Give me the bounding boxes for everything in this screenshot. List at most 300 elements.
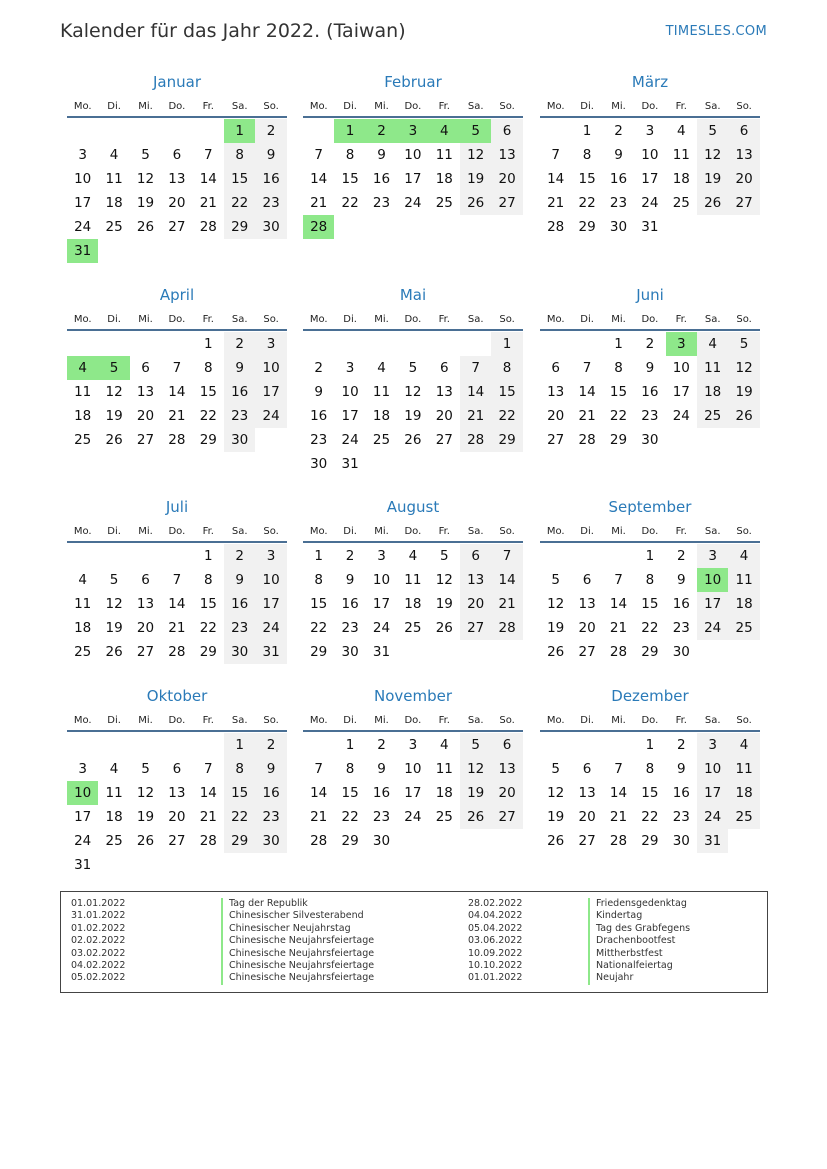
legend-date: 05.02.2022	[71, 972, 126, 984]
day-cell: 17	[255, 592, 286, 616]
day-cell: 18	[728, 781, 759, 805]
holiday-day-cell: 4	[429, 119, 460, 143]
weekday-label: So.	[736, 715, 752, 726]
day-cell: 8	[491, 356, 522, 380]
day-cell: 17	[372, 596, 391, 612]
month-name: September	[608, 498, 692, 516]
day-cell: 8	[582, 147, 592, 163]
day-cell: 13	[136, 596, 155, 612]
weekday-label: Di.	[580, 314, 594, 325]
weekday-label: Fr.	[202, 314, 214, 325]
day-cell: 31	[372, 644, 391, 660]
day-cell: 14	[578, 384, 596, 400]
legend-date: 01.02.2022	[71, 922, 126, 934]
holiday-day-cell: 28	[303, 215, 334, 239]
weekday-label: Mo.	[546, 715, 565, 726]
day-cell: 22	[641, 809, 659, 825]
day-cell: 8	[224, 143, 255, 167]
month-block	[540, 497, 760, 660]
weekday-label: Mo.	[73, 526, 92, 537]
legend-date: 28.02.2022	[468, 898, 523, 909]
weekday-label: Do.	[641, 715, 659, 726]
weekday-label: So.	[736, 101, 752, 112]
day-cell: 1	[614, 336, 623, 352]
day-cell: 30	[641, 432, 659, 448]
day-cell: 19	[105, 408, 123, 424]
day-cell: 23	[641, 408, 659, 424]
weekday-label: So.	[736, 314, 752, 325]
day-cell: 8	[224, 757, 255, 781]
holiday-day-cell: 5	[460, 119, 491, 143]
day-cell: 19	[460, 167, 491, 191]
day-cell: 6	[491, 119, 522, 143]
day-cell: 9	[255, 757, 286, 781]
day-cell: 29	[224, 829, 255, 853]
day-cell: 19	[105, 620, 123, 636]
weekday-header	[67, 311, 287, 331]
day-cell: 10	[697, 757, 728, 781]
day-cell: 29	[491, 428, 522, 452]
day-cell: 25	[105, 833, 123, 849]
day-cell: 24	[372, 620, 391, 636]
day-cell: 4	[676, 123, 686, 139]
day-cell: 29	[609, 432, 628, 448]
day-cell: 21	[491, 592, 522, 616]
day-cell: 28	[310, 833, 328, 849]
holiday-day-cell: 2	[366, 119, 397, 143]
day-cell: 19	[547, 809, 565, 825]
day-cell: 7	[614, 572, 623, 588]
day-cell: 25	[435, 195, 453, 211]
day-cell: 28	[609, 833, 628, 849]
day-cell: 21	[199, 809, 217, 825]
day-cell: 13	[547, 384, 565, 400]
day-cell: 14	[310, 171, 328, 187]
weekday-header	[67, 712, 287, 732]
holiday-day-cell: 10	[67, 781, 98, 805]
day-cell: 21	[168, 408, 186, 424]
day-cell: 11	[74, 596, 92, 612]
day-cell: 7	[314, 761, 323, 777]
legend-date: 02.02.2022	[71, 935, 126, 947]
day-cell: 16	[341, 596, 359, 612]
day-cell: 30	[255, 215, 286, 239]
weekday-label: Di.	[343, 101, 357, 112]
weekday-label: So.	[499, 526, 515, 537]
day-cell: 17	[255, 380, 286, 404]
day-cell: 30	[224, 640, 255, 664]
day-cell: 14	[547, 171, 565, 187]
day-cell: 23	[341, 620, 359, 636]
day-cell: 19	[697, 167, 728, 191]
day-cell: 27	[491, 191, 522, 215]
day-cell: 11	[404, 572, 422, 588]
weekday-label: Do.	[641, 314, 659, 325]
day-cell: 26	[105, 432, 123, 448]
legend-color-bar	[221, 898, 223, 985]
weekday-label: So.	[263, 101, 279, 112]
legend-date: 31.01.2022	[71, 910, 126, 922]
day-cell: 12	[697, 143, 728, 167]
brand-link[interactable]: TIMESLES.COM	[665, 24, 767, 39]
weekday-label: So.	[499, 101, 515, 112]
day-cell: 6	[551, 360, 560, 376]
day-cell: 5	[141, 147, 150, 163]
weekday-header	[540, 712, 760, 732]
legend-date: 05.04.2022	[468, 922, 523, 934]
weekday-label: Di.	[343, 526, 357, 537]
weekday-header	[67, 98, 287, 118]
day-cell: 21	[578, 408, 596, 424]
day-cell: 6	[439, 360, 449, 376]
weekday-label: Mo.	[309, 314, 328, 325]
day-cell: 10	[404, 147, 422, 163]
month-name: Juli	[165, 498, 189, 516]
day-cell: 27	[168, 219, 186, 235]
weekday-label: Mo.	[546, 101, 565, 112]
day-cell: 23	[224, 404, 255, 428]
weekday-label: Mo.	[546, 526, 565, 537]
day-cell: 9	[676, 572, 686, 588]
holiday-day-cell: 1	[224, 119, 255, 143]
day-cell: 17	[697, 592, 728, 616]
holiday-day-cell: 10	[697, 568, 728, 592]
day-cell: 1	[645, 548, 655, 564]
day-cell: 27	[435, 432, 453, 448]
day-cell: 30	[609, 219, 628, 235]
weekday-label: Mo.	[309, 715, 328, 726]
day-cell: 8	[614, 360, 623, 376]
weekday-label: So.	[736, 526, 752, 537]
day-cell: 6	[172, 761, 182, 777]
weekday-label: Mi.	[374, 314, 389, 325]
day-cell: 29	[578, 219, 596, 235]
day-cell: 21	[547, 195, 565, 211]
weekday-label: Do.	[168, 314, 186, 325]
holiday-day-cell: 1	[334, 119, 365, 143]
month-name: März	[631, 73, 669, 91]
day-cell: 23	[609, 195, 628, 211]
day-cell: 8	[645, 761, 655, 777]
day-cell: 10	[404, 761, 422, 777]
legend-date: 01.01.2022	[468, 972, 523, 984]
day-cell: 28	[199, 833, 217, 849]
day-cell: 24	[697, 616, 728, 640]
day-cell: 11	[372, 384, 391, 400]
weekday-label: Fr.	[675, 101, 687, 112]
day-cell: 26	[697, 191, 728, 215]
legend-holiday-name: Friedensgedenktag	[596, 898, 687, 909]
weekday-label: Fr.	[202, 101, 214, 112]
weekday-label: Fr.	[202, 715, 214, 726]
day-cell: 16	[672, 785, 690, 801]
day-cell: 13	[578, 785, 596, 801]
day-cell: 15	[641, 596, 659, 612]
day-cell: 8	[314, 572, 323, 588]
day-cell: 22	[491, 404, 522, 428]
weekday-label: Mo.	[546, 314, 565, 325]
weekday-label: Di.	[580, 526, 594, 537]
weekday-label: Sa.	[231, 526, 248, 537]
day-cell: 26	[136, 833, 155, 849]
day-cell: 7	[203, 761, 213, 777]
day-cell: 23	[372, 809, 391, 825]
day-cell: 19	[404, 408, 422, 424]
day-cell: 25	[372, 432, 391, 448]
day-cell: 28	[578, 432, 596, 448]
day-cell: 18	[372, 408, 391, 424]
holiday-day-cell: 4	[67, 356, 98, 380]
holiday-legend	[60, 891, 768, 993]
day-cell: 16	[224, 380, 255, 404]
legend-holiday-name: Tag des Grabfegens	[596, 922, 691, 934]
day-cell: 24	[404, 809, 422, 825]
day-cell: 17	[404, 171, 422, 187]
day-cell: 6	[491, 733, 522, 757]
month-name: Mai	[399, 286, 427, 304]
day-cell: 6	[141, 360, 150, 376]
day-cell: 28	[168, 432, 186, 448]
day-cell: 21	[310, 809, 328, 825]
day-cell: 4	[408, 548, 418, 564]
day-cell: 23	[255, 805, 286, 829]
day-cell: 29	[199, 432, 217, 448]
day-cell: 17	[641, 171, 659, 187]
day-cell: 12	[404, 384, 422, 400]
day-cell: 6	[728, 119, 759, 143]
day-cell: 13	[136, 384, 155, 400]
day-cell: 4	[697, 332, 728, 356]
day-cell: 21	[460, 404, 491, 428]
day-cell: 12	[435, 572, 453, 588]
month-name: Januar	[153, 73, 201, 91]
day-cell: 18	[105, 809, 123, 825]
legend-name-column	[229, 898, 374, 985]
day-cell: 17	[697, 781, 728, 805]
day-cell: 18	[435, 785, 453, 801]
day-cell: 22	[310, 620, 328, 636]
day-cell: 11	[105, 785, 123, 801]
day-cell: 5	[728, 332, 759, 356]
day-cell: 3	[345, 360, 355, 376]
month-block	[67, 686, 287, 873]
day-cell: 28	[491, 616, 522, 640]
day-cell: 27	[578, 833, 596, 849]
month-name: Oktober	[146, 687, 208, 705]
day-cell: 12	[728, 356, 759, 380]
day-cell: 9	[676, 761, 686, 777]
weekday-label: Mi.	[138, 101, 153, 112]
day-cell: 15	[341, 785, 359, 801]
day-cell: 13	[168, 171, 186, 187]
weekday-label: Fr.	[438, 101, 450, 112]
weekday-header	[540, 311, 760, 331]
legend-holiday-name: Chinesische Neujahrsfeiertage	[229, 959, 375, 971]
day-cell: 10	[74, 171, 92, 187]
legend-holiday-name: Chinesischer Neujahrstag	[229, 922, 351, 934]
day-cell: 23	[372, 195, 391, 211]
day-cell: 2	[224, 332, 255, 356]
weekday-label: Sa.	[231, 314, 248, 325]
day-cell: 28	[547, 219, 565, 235]
day-cell: 4	[109, 147, 119, 163]
weekday-label: Mo.	[73, 101, 92, 112]
day-cell: 24	[404, 195, 422, 211]
day-cell: 12	[136, 171, 155, 187]
day-cell: 14	[609, 785, 628, 801]
weekday-label: Do.	[404, 715, 422, 726]
day-cell: 12	[105, 384, 123, 400]
legend-holiday-name: Drachenbootfest	[596, 935, 676, 947]
day-cell: 2	[676, 737, 686, 753]
day-cell: 7	[172, 572, 182, 588]
weekday-label: Di.	[580, 101, 594, 112]
legend-holiday-name: Chinesischer Silvesterabend	[229, 910, 364, 922]
weekday-header	[303, 311, 523, 331]
day-cell: 27	[136, 432, 155, 448]
weekday-label: Di.	[343, 314, 357, 325]
day-cell: 5	[697, 119, 728, 143]
legend-holiday-name: Neujahr	[596, 972, 634, 984]
day-cell: 30	[224, 428, 255, 452]
day-cell: 9	[377, 761, 386, 777]
weekday-label: Do.	[168, 715, 186, 726]
day-cell: 11	[435, 761, 453, 777]
day-cell: 15	[578, 171, 596, 187]
day-cell: 22	[641, 620, 659, 636]
weekday-label: Sa.	[467, 101, 484, 112]
day-cell: 24	[341, 432, 359, 448]
day-cell: 30	[672, 833, 690, 849]
day-cell: 27	[168, 833, 186, 849]
day-cell: 6	[582, 572, 592, 588]
weekday-label: Mi.	[374, 715, 389, 726]
weekday-label: Di.	[107, 314, 121, 325]
day-cell: 22	[341, 809, 359, 825]
day-cell: 17	[74, 195, 92, 211]
day-cell: 2	[676, 548, 686, 564]
weekday-label: Mo.	[309, 101, 328, 112]
day-cell: 15	[199, 596, 217, 612]
day-cell: 7	[614, 761, 623, 777]
day-cell: 9	[224, 568, 255, 592]
weekday-label: Sa.	[467, 715, 484, 726]
weekday-label: Mo.	[73, 715, 92, 726]
day-cell: 11	[435, 147, 453, 163]
day-cell: 22	[609, 408, 628, 424]
day-cell: 20	[728, 167, 759, 191]
day-cell: 22	[224, 191, 255, 215]
day-cell: 13	[578, 596, 596, 612]
day-cell: 3	[377, 548, 386, 564]
weekday-header	[67, 523, 287, 543]
weekday-label: So.	[499, 314, 515, 325]
legend-holiday-name: Mittherbstfest	[596, 947, 663, 959]
day-cell: 25	[105, 219, 123, 235]
legend-holiday-name: Tag der Republik	[229, 898, 308, 909]
day-cell: 30	[341, 644, 359, 660]
day-cell: 20	[168, 809, 186, 825]
day-cell: 12	[460, 757, 491, 781]
day-cell: 28	[460, 428, 491, 452]
day-cell: 3	[255, 332, 286, 356]
day-cell: 1	[224, 733, 255, 757]
day-cell: 23	[672, 620, 690, 636]
holiday-day-cell: 31	[67, 239, 98, 263]
day-cell: 22	[224, 805, 255, 829]
month-block	[303, 72, 523, 235]
day-cell: 5	[551, 572, 560, 588]
day-cell: 31	[74, 857, 92, 873]
day-cell: 4	[728, 544, 759, 568]
day-cell: 20	[491, 167, 522, 191]
day-cell: 7	[491, 544, 522, 568]
weekday-label: Fr.	[438, 715, 450, 726]
day-cell: 24	[74, 219, 92, 235]
weekday-label: Do.	[404, 101, 422, 112]
day-cell: 6	[582, 761, 592, 777]
legend-holiday-name: Chinesische Neujahrsfeiertage	[229, 947, 375, 959]
legend-date: 04.04.2022	[468, 910, 523, 922]
day-cell: 14	[199, 785, 217, 801]
weekday-label: Sa.	[704, 314, 721, 325]
weekday-label: Mi.	[138, 715, 153, 726]
day-cell: 6	[460, 544, 491, 568]
day-cell: 27	[578, 644, 596, 660]
day-cell: 17	[341, 408, 359, 424]
day-cell: 4	[439, 737, 449, 753]
day-cell: 1	[491, 332, 522, 356]
day-cell: 4	[377, 360, 386, 376]
day-cell: 13	[728, 143, 759, 167]
weekday-label: Sa.	[467, 526, 484, 537]
day-cell: 3	[78, 147, 87, 163]
weekday-label: Sa.	[704, 715, 721, 726]
day-cell: 9	[645, 360, 655, 376]
day-cell: 25	[697, 404, 728, 428]
weekday-label: Sa.	[467, 314, 484, 325]
day-cell: 18	[672, 171, 690, 187]
day-cell: 18	[74, 620, 92, 636]
day-cell: 14	[168, 384, 186, 400]
day-cell: 31	[641, 219, 659, 235]
legend-date: 10.10.2022	[468, 959, 523, 971]
day-cell: 16	[372, 171, 391, 187]
month-name: April	[159, 286, 195, 304]
weekday-label: Mi.	[611, 101, 626, 112]
day-cell: 10	[255, 568, 286, 592]
day-cell: 7	[203, 147, 213, 163]
day-cell: 30	[672, 644, 690, 660]
day-cell: 20	[491, 781, 522, 805]
weekday-label: Di.	[107, 101, 121, 112]
month-name: Dezember	[611, 687, 689, 705]
weekday-label: Do.	[641, 101, 659, 112]
day-cell: 9	[255, 143, 286, 167]
month-block	[67, 497, 287, 660]
day-cell: 13	[168, 785, 186, 801]
weekday-label: Fr.	[438, 526, 450, 537]
day-cell: 24	[672, 408, 690, 424]
day-cell: 25	[728, 805, 759, 829]
day-cell: 11	[672, 147, 690, 163]
legend-date: 03.06.2022	[468, 935, 523, 947]
day-cell: 25	[74, 432, 92, 448]
weekday-header	[540, 523, 760, 543]
day-cell: 26	[435, 620, 453, 636]
day-cell: 18	[728, 592, 759, 616]
day-cell: 26	[460, 805, 491, 829]
